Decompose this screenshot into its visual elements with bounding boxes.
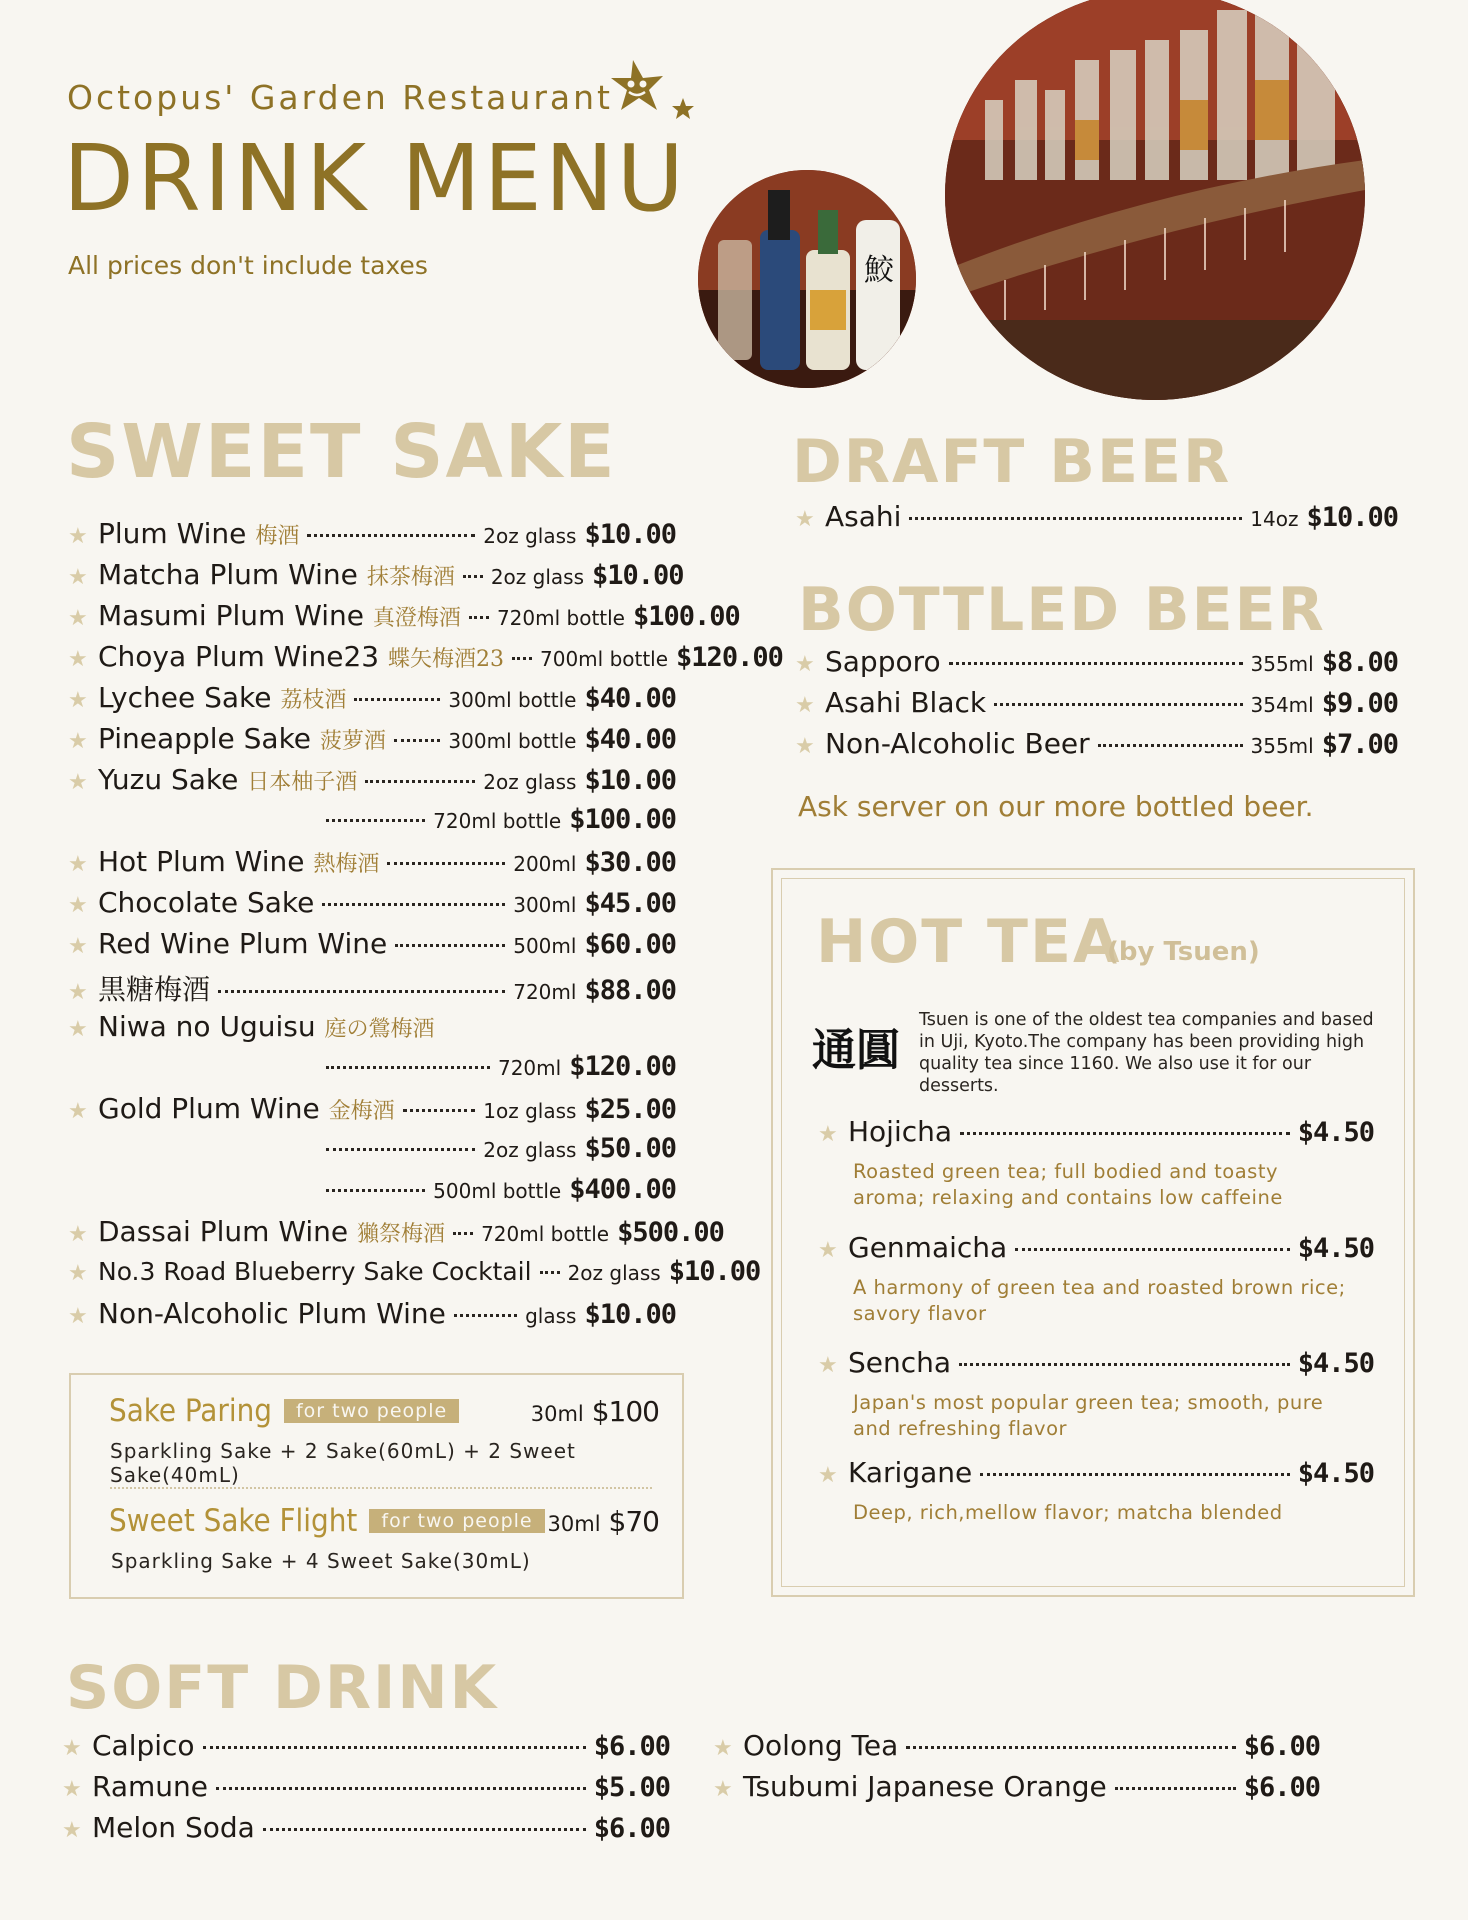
dot-leader xyxy=(994,703,1242,706)
star-icon: ★ xyxy=(818,1463,838,1488)
item-price: $10.00 xyxy=(1306,502,1398,533)
pairing-box xyxy=(69,1373,684,1599)
item-price: $88.00 xyxy=(584,975,676,1006)
bar-shelf-photo xyxy=(945,0,1365,400)
item-price: $400.00 xyxy=(569,1174,676,1205)
item-price: $5.00 xyxy=(593,1772,670,1803)
dot-leader xyxy=(949,662,1243,665)
item-name: Dassai Plum Wine 獺祭梅酒 xyxy=(98,1215,446,1248)
sake-row xyxy=(68,1174,676,1205)
item-price: $100.00 xyxy=(569,804,676,835)
dot-leader xyxy=(263,1828,586,1831)
item-price: $4.50 xyxy=(1297,1117,1374,1148)
item-name: Yuzu Sake 日本柚子酒 xyxy=(98,763,358,796)
sake-bottles-photo xyxy=(698,170,916,388)
item-price: $120.00 xyxy=(676,642,783,673)
item-name: Choya Plum Wine23 蝶矢梅酒23 xyxy=(98,640,504,673)
dot-leader xyxy=(394,739,440,742)
flight-size: 30ml xyxy=(547,1512,601,1536)
sake-row xyxy=(68,722,676,755)
bottled-beer-row xyxy=(795,686,1398,719)
item-price: $120.00 xyxy=(569,1051,676,1082)
tea-desc: Roasted green tea; full bodied and toasty aroma; relaxing and contains low caffeine xyxy=(853,1160,1283,1209)
flight-desc: Sparkling Sake + 4 Sweet Sake(30mL) xyxy=(111,1549,531,1573)
item-name: Karigane xyxy=(848,1456,973,1489)
pairing-size: 30ml xyxy=(530,1402,584,1426)
item-name: Plum Wine 梅酒 xyxy=(98,517,300,550)
item-size: 2oz glass xyxy=(483,770,577,794)
sake-row xyxy=(68,681,676,714)
sake-row xyxy=(68,640,783,673)
sweet-sake-heading: SWEET SAKE xyxy=(66,409,617,495)
dot-leader xyxy=(1115,1787,1236,1790)
item-size: 1oz glass xyxy=(483,1099,577,1123)
dot-leader xyxy=(469,616,489,619)
item-name: Niwa no Uguisu 庭の鶯梅酒 xyxy=(98,1010,435,1043)
dot-leader xyxy=(453,1232,473,1235)
item-size: 2oz glass xyxy=(567,1261,661,1285)
item-size: 355ml xyxy=(1250,734,1314,758)
dot-leader xyxy=(980,1473,1289,1476)
item-jp-name: 獺祭梅酒 xyxy=(357,1222,446,1247)
item-name: No.3 Road Blueberry Sake Cocktail xyxy=(98,1257,532,1286)
svg-text:鮫: 鮫 xyxy=(864,253,894,288)
dot-leader xyxy=(454,1314,517,1317)
dot-leader xyxy=(1098,744,1243,747)
soft-drink-row xyxy=(62,1770,670,1803)
sake-row xyxy=(68,968,676,1008)
sake-row xyxy=(68,1215,724,1248)
flight-title: Sweet Sake Flight xyxy=(109,1503,358,1539)
item-jp-name: 荔枝酒 xyxy=(280,688,347,713)
item-price: $10.00 xyxy=(584,1299,676,1330)
item-price: $8.00 xyxy=(1321,647,1398,678)
star-icon: ★ xyxy=(68,729,88,754)
dot-leader xyxy=(326,1066,490,1069)
sake-row xyxy=(68,558,684,591)
star-icon: ★ xyxy=(68,980,88,1005)
item-price: $45.00 xyxy=(584,888,676,919)
dot-leader xyxy=(403,1109,476,1112)
dot-leader xyxy=(365,780,475,783)
soft-drink-heading: SOFT DRINK xyxy=(66,1653,499,1723)
dot-leader xyxy=(960,1132,1290,1135)
item-name: Non-Alcoholic Plum Wine xyxy=(98,1297,446,1330)
item-jp-name: 真澄梅酒 xyxy=(372,606,461,631)
sake-row xyxy=(68,1133,676,1164)
pairing-price: $100 xyxy=(591,1395,659,1428)
item-price: $10.00 xyxy=(668,1256,761,1287)
item-name: Masumi Plum Wine 真澄梅酒 xyxy=(98,599,461,632)
item-size: 720ml xyxy=(497,1056,562,1080)
item-name: Sapporo xyxy=(825,645,941,678)
item-price: $6.00 xyxy=(593,1813,670,1844)
item-jp-name: 菠萝酒 xyxy=(319,729,386,754)
sake-row xyxy=(68,927,676,960)
sake-row xyxy=(68,517,676,550)
dot-leader xyxy=(1015,1248,1290,1251)
soft-drink-row xyxy=(62,1729,670,1762)
dot-leader xyxy=(326,819,425,822)
pairing-divider xyxy=(110,1487,652,1489)
tea-row xyxy=(818,1231,1374,1264)
item-price: $6.00 xyxy=(1243,1731,1320,1762)
octopus-star-icon xyxy=(603,52,699,130)
item-price: $6.00 xyxy=(593,1731,670,1762)
star-icon: ★ xyxy=(68,1222,88,1247)
pairing-title: Sake Paring xyxy=(109,1393,272,1429)
item-size: 720ml bottle xyxy=(481,1222,610,1246)
star-icon: ★ xyxy=(713,1777,733,1802)
sake-row xyxy=(68,886,676,919)
item-price: $60.00 xyxy=(584,929,676,960)
soft-drink-row xyxy=(62,1811,670,1844)
item-size: 2oz glass xyxy=(483,1138,577,1162)
star-icon: ★ xyxy=(795,652,815,677)
sake-row xyxy=(68,599,740,632)
dot-leader xyxy=(326,1189,425,1192)
tea-row xyxy=(818,1115,1374,1148)
item-price: $9.00 xyxy=(1321,688,1398,719)
bottled-beer-row xyxy=(795,727,1398,760)
dot-leader xyxy=(512,657,532,660)
item-name: Tsubumi Japanese Orange xyxy=(743,1770,1107,1803)
item-size: 355ml xyxy=(1250,652,1314,676)
bottled-beer-row xyxy=(795,645,1398,678)
star-icon: ★ xyxy=(795,734,815,759)
soft-drink-row xyxy=(713,1770,1320,1803)
sake-row xyxy=(68,1297,676,1330)
item-price: $40.00 xyxy=(584,724,676,755)
dot-leader xyxy=(326,1148,475,1151)
item-price: $4.50 xyxy=(1297,1233,1374,1264)
dot-leader xyxy=(307,534,475,537)
tsuen-logo: 通圓 xyxy=(812,1025,900,1076)
item-name: Pineapple Sake 菠萝酒 xyxy=(98,722,386,755)
sake-row xyxy=(68,804,676,835)
item-name: Hot Plum Wine 熱梅酒 xyxy=(98,845,380,878)
item-size: 14oz xyxy=(1250,507,1299,531)
item-size: 354ml xyxy=(1250,693,1314,717)
star-icon: ★ xyxy=(818,1353,838,1378)
item-price: $500.00 xyxy=(617,1217,724,1248)
item-jp-name: 梅酒 xyxy=(255,524,300,549)
item-name: Sencha xyxy=(848,1346,952,1379)
dot-leader xyxy=(322,903,505,906)
star-icon: ★ xyxy=(795,693,815,718)
item-price: $4.50 xyxy=(1297,1458,1374,1489)
star-icon: ★ xyxy=(795,507,815,532)
item-price: $25.00 xyxy=(584,1094,676,1125)
item-name: Calpico xyxy=(92,1729,195,1762)
dot-leader xyxy=(218,990,505,993)
pairing-tag: for two people xyxy=(284,1399,459,1423)
item-size: 500ml bottle xyxy=(433,1179,562,1203)
star-icon: ★ xyxy=(68,770,88,795)
item-name: Red Wine Plum Wine xyxy=(98,927,388,960)
item-price: $10.00 xyxy=(584,519,676,550)
item-name: Chocolate Sake xyxy=(98,886,315,919)
sake-row xyxy=(68,1010,676,1043)
star-icon: ★ xyxy=(818,1122,838,1147)
item-name: Matcha Plum Wine 抹茶梅酒 xyxy=(98,558,455,591)
item-name: Asahi Black xyxy=(825,686,987,719)
item-jp-name: 金梅酒 xyxy=(328,1099,395,1124)
item-jp-name: 庭の鶯梅酒 xyxy=(324,1017,435,1042)
tea-row xyxy=(818,1346,1374,1379)
item-size: glass xyxy=(525,1304,577,1328)
item-price: $10.00 xyxy=(592,560,684,591)
item-name: Non-Alcoholic Beer xyxy=(825,727,1090,760)
dot-leader xyxy=(959,1363,1290,1366)
sake-row xyxy=(68,763,676,796)
dot-leader xyxy=(463,575,483,578)
sake-row xyxy=(68,1051,676,1082)
tea-desc: A harmony of green tea and roasted brown rice; savory flavor xyxy=(853,1276,1346,1325)
draft-beer-heading: DRAFT BEER xyxy=(792,427,1232,497)
item-price: $6.00 xyxy=(1243,1772,1320,1803)
item-size: 720ml xyxy=(513,980,577,1004)
dot-leader xyxy=(540,1271,560,1274)
pairing-desc: Sparkling Sake + 2 Sake(60mL) + 2 Sweet Sake(40mL) xyxy=(110,1439,576,1487)
star-icon: ★ xyxy=(68,524,88,549)
item-price: $50.00 xyxy=(584,1133,676,1164)
sake-row xyxy=(68,1256,761,1287)
item-size: 300ml xyxy=(513,893,577,917)
star-icon: ★ xyxy=(62,1777,82,1802)
item-size: 2oz glass xyxy=(483,524,577,548)
page-title: DRINK MENU xyxy=(63,125,687,232)
item-name: Oolong Tea xyxy=(743,1729,899,1762)
item-size: 700ml bottle xyxy=(540,647,669,671)
star-icon: ★ xyxy=(68,647,88,672)
dot-leader xyxy=(203,1746,586,1749)
item-price: $4.50 xyxy=(1297,1348,1374,1379)
hot-tea-heading: HOT TEA xyxy=(816,907,1122,977)
dot-leader xyxy=(354,698,440,701)
dot-leader xyxy=(216,1787,586,1790)
item-name: Genmaicha xyxy=(848,1231,1008,1264)
item-size: 200ml xyxy=(513,852,577,876)
item-name: Melon Soda xyxy=(92,1811,255,1844)
item-size: 2oz glass xyxy=(490,565,584,589)
sake-row xyxy=(68,845,676,878)
soft-drink-row xyxy=(713,1729,1320,1762)
item-size: 720ml bottle xyxy=(433,809,562,833)
item-name: Asahi xyxy=(825,500,902,533)
flight-tag: for two people xyxy=(369,1509,544,1533)
item-jp-name: 抹茶梅酒 xyxy=(366,565,455,590)
bottled-beer-note: Ask server on our more bottled beer. xyxy=(798,790,1314,823)
restaurant-name: Octopus' Garden Restaurant xyxy=(67,78,613,117)
tea-desc: Japan's most popular green tea; smooth, pure and refreshing flavor xyxy=(853,1391,1324,1440)
sake-row xyxy=(68,1092,676,1125)
tea-desc: Deep, rich,mellow flavor; matcha blended xyxy=(853,1501,1283,1524)
star-icon: ★ xyxy=(68,1261,88,1286)
star-icon: ★ xyxy=(713,1736,733,1761)
flight-price: $70 xyxy=(608,1505,659,1538)
star-icon: ★ xyxy=(62,1736,82,1761)
star-icon: ★ xyxy=(68,688,88,713)
item-name: Gold Plum Wine 金梅酒 xyxy=(98,1092,395,1125)
item-size: 300ml bottle xyxy=(448,729,577,753)
item-name: Hojicha xyxy=(848,1115,953,1148)
bottled-beer-heading: BOTTLED BEER xyxy=(798,575,1326,645)
star-icon: ★ xyxy=(68,565,88,590)
dot-leader xyxy=(395,944,505,947)
item-price: $7.00 xyxy=(1321,729,1398,760)
star-icon: ★ xyxy=(68,606,88,631)
item-jp-name: 日本柚子酒 xyxy=(247,770,358,795)
star-icon: ★ xyxy=(68,852,88,877)
tea-row xyxy=(818,1456,1374,1489)
item-price: $30.00 xyxy=(584,847,676,878)
item-size: 500ml xyxy=(513,934,577,958)
dot-leader xyxy=(909,517,1242,520)
tsuen-about: Tsuen is one of the oldest tea companies and based in Uji, Kyoto.The company has been providing high quality tea since 1160. We also use it for our desserts. xyxy=(919,1010,1374,1096)
star-icon: ★ xyxy=(62,1818,82,1843)
item-size: 300ml bottle xyxy=(448,688,577,712)
draft-beer-row xyxy=(795,500,1398,533)
item-name: Lychee Sake 荔枝酒 xyxy=(98,681,347,714)
item-price: $100.00 xyxy=(632,601,740,632)
item-jp-name: 熱梅酒 xyxy=(313,852,380,877)
item-size: 720ml bottle xyxy=(496,606,625,630)
item-name: 黒糖梅酒 xyxy=(98,973,211,1006)
star-icon: ★ xyxy=(818,1238,838,1263)
item-price: $10.00 xyxy=(584,765,676,796)
item-jp-name: 蝶矢梅酒23 xyxy=(388,647,504,672)
item-price: $40.00 xyxy=(584,683,676,714)
dot-leader xyxy=(387,862,505,865)
star-icon: ★ xyxy=(68,893,88,918)
hot-tea-by: (by Tsuen) xyxy=(1107,937,1260,967)
star-icon: ★ xyxy=(68,1304,88,1329)
tax-note: All prices don't include taxes xyxy=(68,251,428,280)
item-name: Ramune xyxy=(92,1770,208,1803)
dot-leader xyxy=(906,1746,1235,1749)
star-icon: ★ xyxy=(68,1017,88,1042)
star-icon: ★ xyxy=(68,1099,88,1124)
star-icon: ★ xyxy=(68,934,88,959)
